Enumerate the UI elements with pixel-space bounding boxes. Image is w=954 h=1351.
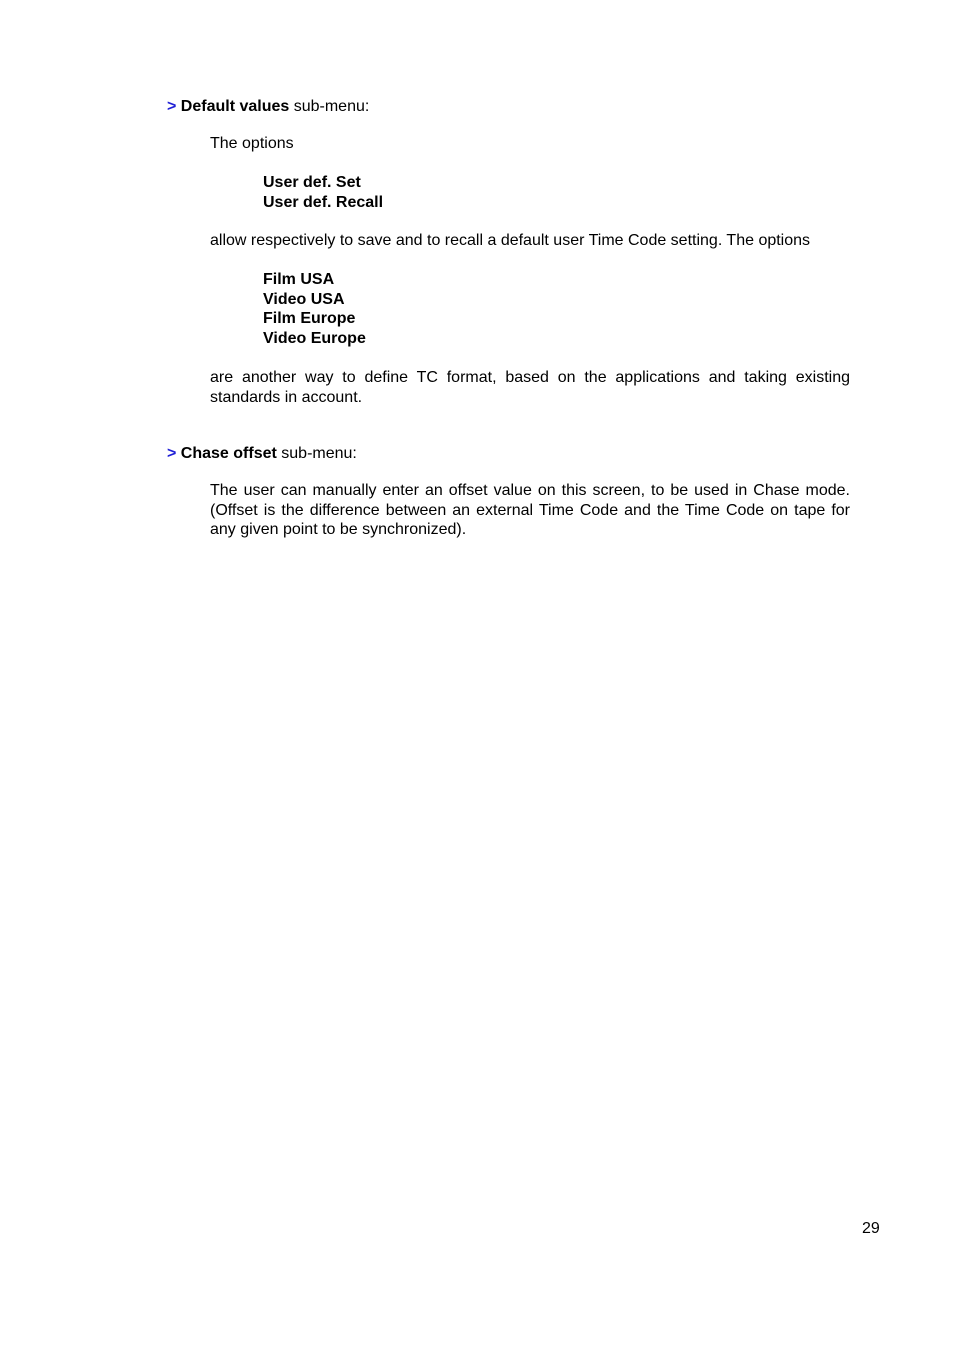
option-user-def-recall: User def. Recall bbox=[263, 193, 384, 211]
options-closing-text: are another way to define TC format, based on the applications and taking existing standards in account. bbox=[210, 369, 850, 406]
option-user-def-set: User def. Set bbox=[263, 174, 361, 191]
option-film-usa: Film USA bbox=[263, 271, 335, 288]
chase-offset-title: Chase offset bbox=[180, 445, 277, 462]
option-video-europe: Video Europe bbox=[263, 330, 366, 348]
user-def-options-list bbox=[263, 173, 383, 212]
bullet-arrow-icon: > bbox=[167, 98, 177, 115]
chase-offset-body: The user can manually enter an offset value on this screen, to be used in Chase mode. (Offset is the difference between an external Time Code and the Time Code on tape for any given point to be synchronized). bbox=[210, 482, 850, 538]
default-values-suffix: sub-menu: bbox=[289, 98, 370, 115]
default-values-heading bbox=[167, 97, 369, 116]
format-options-list bbox=[263, 270, 366, 349]
page-number: 29 bbox=[862, 1220, 880, 1237]
option-video-usa: Video USA bbox=[263, 290, 345, 308]
bullet-arrow-icon: > bbox=[167, 445, 177, 462]
chase-offset-heading bbox=[167, 444, 357, 463]
options-middle-text: allow respectively to save and to recall a default user Time Code setting. The options bbox=[210, 232, 811, 249]
default-values-title: Default values bbox=[180, 98, 290, 115]
chase-offset-suffix: sub-menu: bbox=[276, 445, 357, 462]
options-intro: The options bbox=[210, 135, 294, 152]
option-film-europe: Film Europe bbox=[263, 310, 356, 328]
